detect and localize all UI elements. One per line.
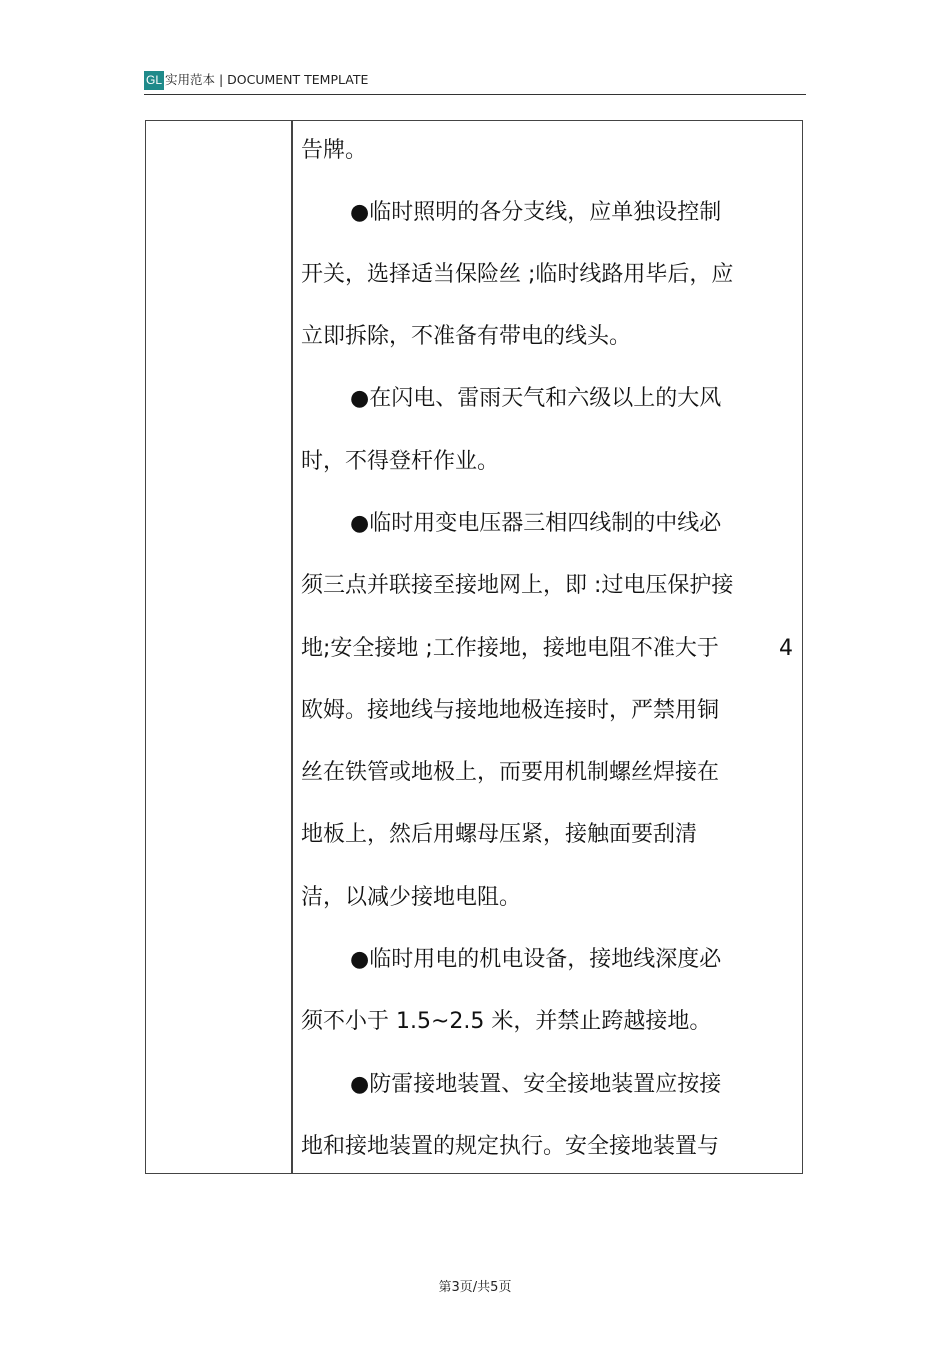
text-line: 地板上，然后用螺母压紧，接触面要刮清: [301, 822, 698, 847]
page-header: [144, 70, 806, 95]
content-table: [145, 120, 803, 1174]
table-text-cell: [146, 121, 802, 1173]
text-line: 立即拆除，不准备有带电的线头。: [301, 324, 632, 349]
text-line: 丝在铁管或地极上，而要用机制螺丝焊接在: [301, 760, 720, 785]
text-line: 地和接地装置的规定执行。安全接地装置与: [301, 1134, 720, 1159]
gl-logo: GL: [144, 71, 164, 90]
page-footer: 第3页/共5页: [438, 1280, 512, 1295]
resistance-value: 4: [779, 636, 793, 661]
text-line: 洁，以减少接地电阻。: [301, 885, 522, 910]
bullet-line: ●临时用变电压器三相四线制的中线必: [350, 511, 722, 536]
header-title: 实用范本 | DOCUMENT TEMPLATE: [165, 72, 369, 87]
text-line: 告牌。: [301, 138, 368, 163]
text-line: 时，不得登杆作业。: [301, 449, 500, 474]
text-line: 须不小于 1.5~2.5 米，并禁止跨越接地。: [301, 1009, 712, 1034]
text-line: 开关，选择适当保险丝 ;临时线路用毕后，应: [301, 262, 734, 287]
bullet-line: ●防雷接地装置、安全接地装置应按接: [350, 1072, 722, 1097]
text-line: 地;安全接地 ;工作接地，接地电阻不准大于: [301, 636, 719, 661]
text-line: 须三点并联接至接地网上，即 :过电压保护接: [301, 573, 734, 598]
bullet-line: ●临时用电的机电设备，接地线深度必: [350, 947, 722, 972]
bullet-line: ●在闪电、雷雨天气和六级以上的大风: [350, 386, 722, 411]
text-line: 欧姆。接地线与接地地极连接时，严禁用铜: [301, 698, 720, 723]
bullet-line: ●临时照明的各分支线，应单独设控制: [350, 200, 722, 225]
